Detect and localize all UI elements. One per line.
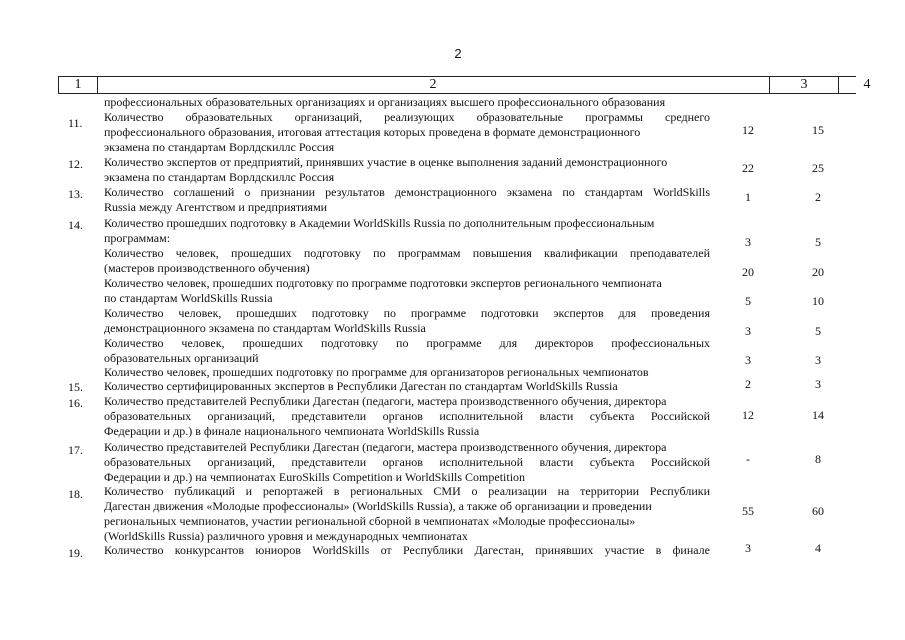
- row-text-line: Количество конкурсантов юниоров WorldSkills от Республики Дагестан, принявших участие в финале: [104, 543, 710, 557]
- row-text-line: Дагестан движения «Молодые профессионалы» (WorldSkills Russia), а также об организации и проведении: [104, 499, 652, 513]
- row-col3-value: 3: [745, 235, 751, 249]
- row-number: 13.: [68, 187, 83, 201]
- row-col3-value: 1: [745, 190, 751, 204]
- row-col4-value: 3: [815, 353, 821, 367]
- row-text-line: региональных чемпионатов, участии региональной сборной в чемпионатах «Молодые профессионалы»: [104, 514, 636, 528]
- row-col3-value: 22: [742, 161, 754, 175]
- row-text-line: Количество образовательных организаций, реализующих образовательные программы среднего: [104, 110, 710, 124]
- row-text-line: Количество соглашений о признании результатов демонстрационного экзамена по стандартам WorldSkills: [104, 185, 710, 199]
- row-text-line: образовательных организаций: [104, 351, 259, 365]
- row-number: 15.: [68, 380, 83, 394]
- row-text-line: (мастеров производственного обучения): [104, 261, 310, 275]
- row-col3-value: 55: [742, 504, 754, 518]
- row-text-line: профессионального образования, итоговая аттестация которых проведена в формате демонстрационного: [104, 125, 641, 139]
- row-col4-value: 15: [812, 123, 824, 137]
- row-col3-value: 3: [745, 324, 751, 338]
- row-text-line: образовательных организаций, представители органов исполнительной власти субъекта Российской: [104, 409, 710, 423]
- row-col4-value: 4: [815, 541, 821, 555]
- row-text-line: демонстрационного экзамена по стандартам WorldSkills Russia: [104, 321, 426, 335]
- row-text-line: Количество человек, прошедших подготовку по программам повышения квалификации преподавателей: [104, 246, 710, 260]
- row-col4-value: 8: [815, 452, 821, 466]
- row-number: 17.: [68, 443, 83, 457]
- row-number: 16.: [68, 396, 83, 410]
- header-col-3: 3: [770, 77, 839, 93]
- row-number: 14.: [68, 218, 83, 232]
- header-col-1: 1: [58, 77, 98, 93]
- row-col3-value: 3: [745, 541, 751, 555]
- row-col4-value: 25: [812, 161, 824, 175]
- row-text-line: Количество сертифицированных экспертов в Республики Дагестан по стандартам WorldSkills Russia: [104, 379, 618, 393]
- row-text-line: (WorldSkills Russia) различного уровня и международных чемпионатах: [104, 529, 468, 543]
- row-number: 12.: [68, 157, 83, 171]
- row-col3-value: 5: [745, 294, 751, 308]
- row-col3-value: 12: [742, 123, 754, 137]
- row-text-line: Количество публикаций и репортажей в региональных СМИ о реализации на территории Республики: [104, 484, 710, 498]
- row-text-line: Количество прошедших подготовку в Академии WorldSkills Russia по дополнительным профессиональным: [104, 216, 655, 230]
- row-col4-value: 5: [815, 235, 821, 249]
- row-col4-value: 14: [812, 408, 824, 422]
- row-text-line: экзамена по стандартам Ворлдскиллс Россия: [104, 170, 335, 184]
- row-col4-value: 60: [812, 504, 824, 518]
- row-col4-value: 10: [812, 294, 824, 308]
- row-col4-value: 3: [815, 377, 821, 391]
- header-col-4: 4: [863, 77, 871, 92]
- row-col4-value: 20: [812, 265, 824, 279]
- row-col3-value: 3: [745, 353, 751, 367]
- row-text-line: Количество человек, прошедших подготовку по программе подготовки экспертов регионального чемпионата: [104, 276, 662, 290]
- row-text-line: экзамена по стандартам Ворлдскиллс Россия: [104, 140, 335, 154]
- row-text-line: Количество человек, прошедших подготовку по программе подготовки экспертов для проведения: [104, 306, 710, 320]
- row-text-line: Количество экспертов от предприятий, принявших участие в оценке выполнения заданий демонстрационного: [104, 155, 668, 169]
- row-number: 19.: [68, 546, 83, 560]
- page-number: 2: [454, 46, 462, 61]
- row-text-line: Количество человек, прошедших подготовку по программе для директоров профессиональных: [104, 336, 710, 350]
- row-text-line: Федерации и др.) в финале национального чемпионата WorldSkills Russia: [104, 424, 480, 438]
- row-text-line: Количество представителей Республики Дагестан (педагоги, мастера производственного обучения, директора: [104, 394, 667, 408]
- row-text-line: Количество человек, прошедших подготовку по программе для организаторов региональных чемпионатов: [104, 365, 649, 379]
- row-col3-value: -: [746, 452, 750, 466]
- row-text-line: программам:: [104, 231, 171, 245]
- table-header-row: [58, 76, 871, 94]
- row-number: 11.: [68, 116, 83, 130]
- row-text-line: по стандартам WorldSkills Russia: [104, 291, 273, 305]
- row-col4-value: 5: [815, 324, 821, 338]
- row-col3-value: 12: [742, 408, 754, 422]
- row-text-line: Количество представителей Республики Дагестан (педагоги, мастера производственного обучения, директора: [104, 440, 667, 454]
- row-col4-value: 2: [815, 190, 821, 204]
- row-text-line: Russia между Агентством и предприятиями: [104, 200, 328, 214]
- row-text-line: Федерации и др.) на чемпионатах EuroSkills Competition и WorldSkills Competition: [104, 470, 526, 484]
- row-text-line: профессиональных образовательных организациях и организациях высшего профессионального образования: [104, 95, 666, 109]
- header-col-2: 2: [97, 77, 770, 93]
- row-col3-value: 20: [742, 265, 754, 279]
- row-number: 18.: [68, 487, 83, 501]
- row-text-line: образовательных организаций, представители органов исполнительной власти субъекта Российской: [104, 455, 710, 469]
- row-col3-value: 2: [745, 377, 751, 391]
